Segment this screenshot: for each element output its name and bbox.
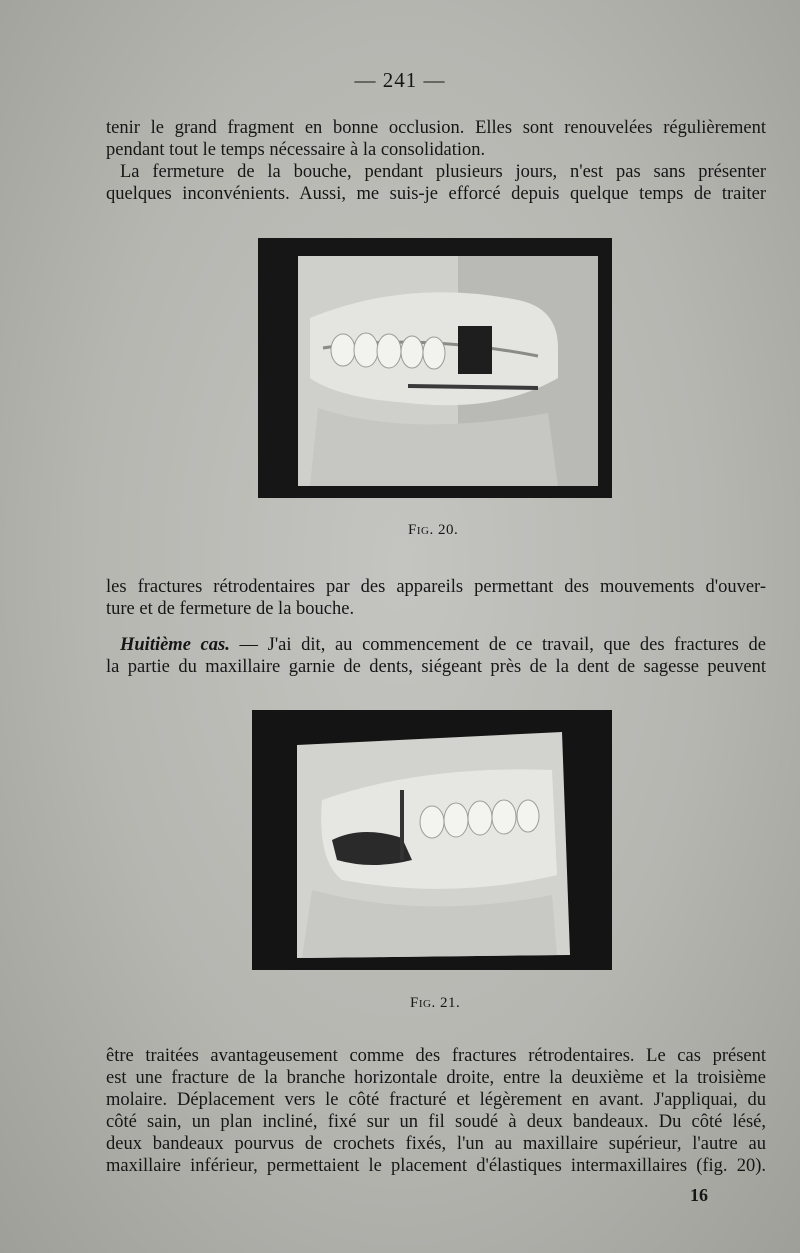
caption-label: Fig. [408, 522, 434, 538]
caption-number: 20. [437, 522, 459, 538]
paragraph-2 [106, 161, 766, 205]
figure-21-photo [252, 710, 612, 970]
text-line [106, 634, 766, 656]
text-line: maxillaire inférieur, permettaient le placement d'élastiques intermaxillaires (fig. 20). [106, 1156, 766, 1176]
figure-20-caption [408, 522, 458, 539]
signature-mark: 16 [690, 1185, 708, 1205]
text-line: être traitées avantageusement comme des fractures rétrodentaires. Le cas présent [106, 1046, 766, 1066]
paragraph-1 [106, 117, 766, 161]
text-line: côté sain, un plan incliné, fixé sur un fil soudé à deux bandeaux. Du côté lésé, [106, 1112, 766, 1132]
paragraph-4 [106, 634, 766, 678]
text-line: les fractures rétrodentaires par des appareils permettant des mouvements d'ouver- [106, 577, 766, 597]
text-run: — J'ai dit, au commencement de ce travail, que des fractures de [229, 635, 766, 655]
text-line: La fermeture de la bouche, pendant plusieurs jours, n'est pas sans présenter [120, 162, 766, 182]
paragraph-5 [106, 1045, 766, 1177]
case-title: Huitième cas. [120, 635, 230, 655]
text-line: est une fracture de la branche horizontale droite, entre la deuxième et la troisième [106, 1068, 766, 1088]
figure-20-photo [258, 238, 612, 498]
figure-21-caption [410, 995, 460, 1012]
dental-cast-photo-21 [252, 710, 612, 970]
text-line: la partie du maxillaire garnie de dents, siégeant près de la dent de sagesse peuvent [106, 657, 766, 677]
text-line: quelques inconvénients. Aussi, me suis-je efforcé depuis quelque temps de traiter [106, 184, 766, 204]
caption-label: Fig. [410, 995, 436, 1011]
page-number: — 241 — [354, 68, 446, 92]
paragraph-3 [106, 576, 766, 620]
text-line: ture et de fermeture de la bouche. [106, 599, 355, 619]
caption-number: 21. [439, 995, 461, 1011]
text-line: molaire. Déplacement vers le côté fracturé et légèrement en avant. J'appliquai, du [106, 1090, 766, 1110]
text-line: deux bandeaux pourvus de crochets fixés, l'un au maxillaire supérieur, l'autre au [106, 1134, 766, 1154]
text-line: pendant tout le temps nécessaire à la consolidation. [106, 140, 486, 160]
dental-cast-photo-20 [258, 238, 612, 498]
text-line: tenir le grand fragment en bonne occlusion. Elles sont renouvelées régulièrement [106, 118, 766, 138]
